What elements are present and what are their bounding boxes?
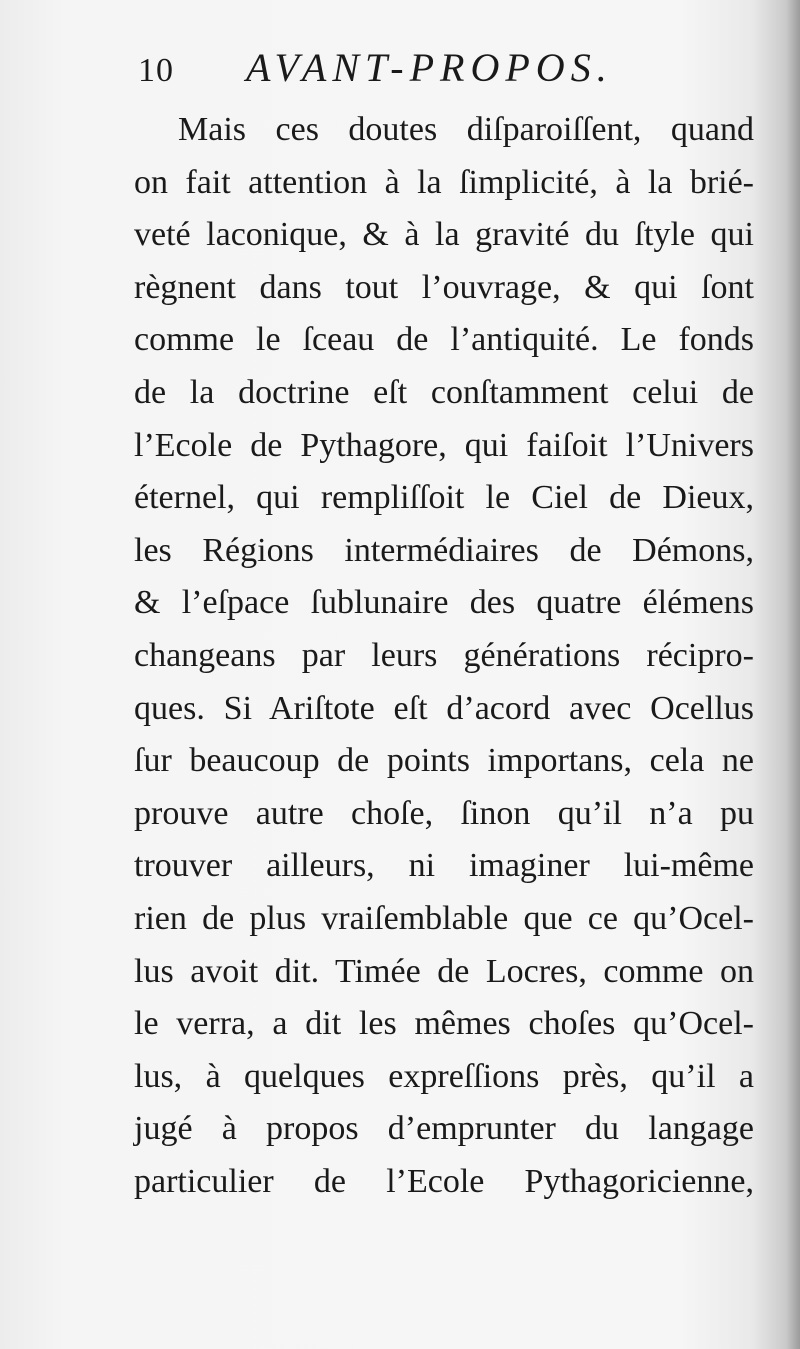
text-line: on fait attention à la ſimplicité, à la brié-	[134, 163, 754, 201]
text-line: particulier de l’Ecole Pythagoricienne,	[134, 1162, 754, 1200]
text-line: changeans par leurs générations récipro-	[134, 636, 754, 674]
text-line: Mais ces doutes diſparoiſſent, quand	[178, 111, 754, 148]
text-line: comme le ſceau de l’antiquité. Le fonds	[134, 321, 754, 359]
text-line: ques. Si Ariſtote eſt d’acord avec Ocellus	[134, 689, 754, 727]
text-line: ſur beaucoup de points importans, cela ne	[134, 742, 754, 780]
text-line: lus avoit dit. Timée de Locres, comme on	[134, 952, 754, 990]
text-line: le verra, a dit les mêmes choſes qu’Ocel-	[134, 1005, 754, 1043]
page-header	[138, 44, 698, 104]
text-line: veté laconique, & à la gravité du ſtyle qui	[134, 216, 754, 254]
page-edge-shadow	[786, 0, 800, 1349]
text-line: & l’eſpace ſublunaire des quatre élémens	[134, 584, 754, 622]
text-line: les Régions intermédiaires de Démons,	[134, 531, 754, 569]
running-title: AVANT-PROPOS.	[246, 45, 613, 90]
text-line: l’Ecole de Pythagore, qui faiſoit l’Univers	[134, 426, 754, 464]
text-line: rien de plus vraiſemblable que ce qu’Ocel-	[134, 899, 754, 937]
text-line: de la doctrine eſt conſtamment celui de	[134, 373, 754, 411]
text-line: prouve autre choſe, ſinon qu’il n’a pu	[134, 794, 754, 832]
text-line: lus, à quelques expreſſions près, qu’il a	[134, 1057, 754, 1095]
text-line: trouver ailleurs, ni imaginer lui-même	[134, 847, 754, 885]
text-line: règnent dans tout l’ouvrage, & qui ſont	[134, 268, 754, 306]
body-text	[134, 104, 754, 1208]
page-number: 10	[138, 52, 174, 89]
text-line: éternel, qui rempliſſoit le Ciel de Dieux,	[134, 479, 754, 517]
text-line: jugé à propos d’emprunter du langage	[134, 1110, 754, 1148]
